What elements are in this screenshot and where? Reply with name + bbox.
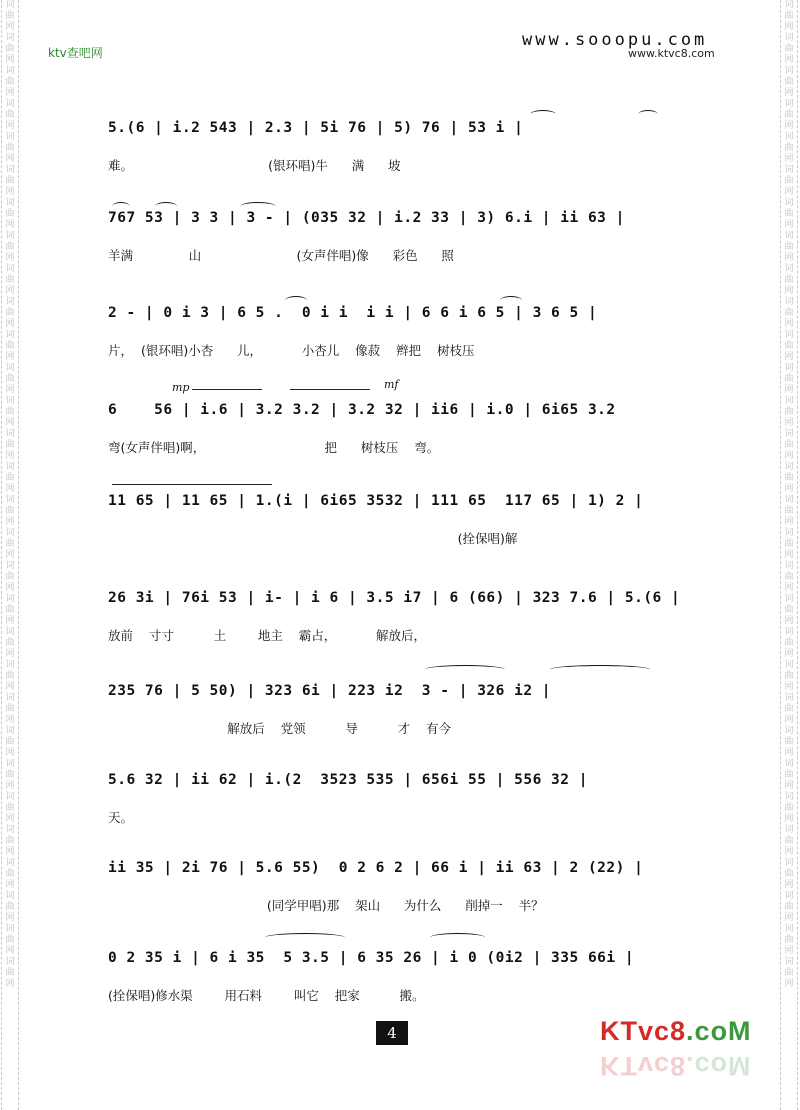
slur-mark xyxy=(285,296,307,305)
slur-mark xyxy=(425,665,505,674)
lyric-row: 弯(女声伴唱)啊， 把 树枝压 弯。 xyxy=(108,440,440,455)
score-system-5 xyxy=(108,493,718,547)
lyric-row: 片， (银环唱)小杏 儿， 小杏儿 像菽 辫把 树枝压 xyxy=(108,343,475,358)
score-system-6 xyxy=(108,590,718,644)
logo-text-green: .coM xyxy=(686,1016,752,1046)
score-system-9 xyxy=(108,860,718,914)
left-watermark-strip: 词曲网词曲网词曲网词曲网词曲网词曲网词曲网词曲网词曲网词曲网词曲网词曲网词曲网词曲网词曲网词曲网词曲网词曲网词曲网词曲网词曲网词曲网词曲网词曲网词曲网词曲网词曲网词曲网词曲网词曲网 xyxy=(1,0,19,1110)
notation-row: 235 76 | 5 50) | 323 6i | 223 i2 3 - | 326 i2 | xyxy=(108,683,552,699)
slur-mark xyxy=(638,110,658,119)
score-system-1 xyxy=(108,120,718,174)
decrescendo-hairpin xyxy=(290,389,370,390)
score-system-3 xyxy=(108,305,718,359)
notation-row: 6 56 | i.6 | 3.2 3.2 | 3.2 32 | ii6 | i.0 | 6i65 3.2 xyxy=(108,402,616,418)
logo-reflection-red: KTvc8 xyxy=(600,1051,687,1081)
score-system-4 xyxy=(108,402,718,456)
extension-line xyxy=(112,484,272,485)
score-system-7 xyxy=(108,683,718,737)
slur-mark xyxy=(550,665,650,674)
lyric-row: (拴保唱)修水渠 用石料 叫它 把家 搬。 xyxy=(108,988,425,1003)
slur-mark xyxy=(240,202,276,211)
right-watermark-strip: 词曲网词曲网词曲网词曲网词曲网词曲网词曲网词曲网词曲网词曲网词曲网词曲网词曲网词曲网词曲网词曲网词曲网词曲网词曲网词曲网词曲网词曲网词曲网词曲网词曲网词曲网词曲网词曲网词曲网词曲网 xyxy=(780,0,798,1110)
page-number: 4 xyxy=(376,1021,408,1045)
score-system-8 xyxy=(108,772,718,826)
lyric-row: 解放后 党领 导 才 有今 xyxy=(108,721,451,736)
logo-reflection-green: .coM xyxy=(686,1051,752,1081)
slur-mark xyxy=(265,933,345,942)
site-logo-reflection xyxy=(600,1050,752,1081)
score-system-10 xyxy=(108,950,718,1004)
notation-row: 5.(6 | i.2 543 | 2.3 | 5i 76 | 5) 76 | 53 i | xyxy=(108,120,524,136)
slur-mark xyxy=(155,202,177,211)
site-label[interactable]: ktv查吧网 xyxy=(48,46,103,60)
dynamic-mp: mp xyxy=(172,381,190,394)
notation-row: 26 3i | 76i 53 | i- | i 6 | 3.5 i7 | 6 (66) | 323 7.6 | 5.(6 | xyxy=(108,590,681,606)
crescendo-hairpin xyxy=(192,389,262,390)
slur-mark xyxy=(500,296,522,305)
slur-mark xyxy=(530,110,556,119)
notation-row: 767 53 | 3 3 | 3 - | (035 32 | i.2 33 | 3) 6.i | ii 63 | xyxy=(108,210,625,226)
site-logo xyxy=(600,1016,752,1047)
notation-row: 5.6 32 | ii 62 | i.(2 3523 535 | 656i 55 | 556 32 | xyxy=(108,772,588,788)
lyric-row: 天。 xyxy=(108,810,134,825)
slur-mark xyxy=(112,202,130,211)
lyric-row: 放前 寸寸 土 地主 霸占， 解放后， xyxy=(108,628,427,643)
notation-row: 11 65 | 11 65 | 1.(i | 6i65 3532 | 111 65 117 65 | 1) 2 | xyxy=(108,493,644,509)
slur-mark xyxy=(430,933,485,942)
dynamic-mf: mf xyxy=(384,378,399,391)
header-url[interactable]: www.sooopu.com xyxy=(522,30,708,50)
notation-row: 0 2 35 i | 6 i 35 5 3.5 | 6 35 26 | i 0 (0i2 | 335 66i | xyxy=(108,950,635,966)
lyric-row: 难。 (银环唱)牛 满 坡 xyxy=(108,158,401,173)
notation-row: ii 35 | 2i 76 | 5.6 55) 0 2 6 2 | 66 i | ii 63 | 2 (22) | xyxy=(108,860,644,876)
lyric-row: (同学甲唱)那 架山 为什么 削掉一 半？ xyxy=(108,898,544,913)
score-system-2 xyxy=(108,210,718,264)
notation-row: 2 - | 0 i 3 | 6 5 . 0 i i i i | 6 6 i 6 5 | 3 6 5 | xyxy=(108,305,598,321)
logo-text-red: KTvc8 xyxy=(600,1016,687,1046)
lyric-row: 羊满 山 (女声伴唱)像 彩色 照 xyxy=(108,248,454,263)
header-url-small[interactable]: www.ktvc8.com xyxy=(628,47,715,60)
lyric-row: (拴保唱)解 xyxy=(108,531,518,546)
